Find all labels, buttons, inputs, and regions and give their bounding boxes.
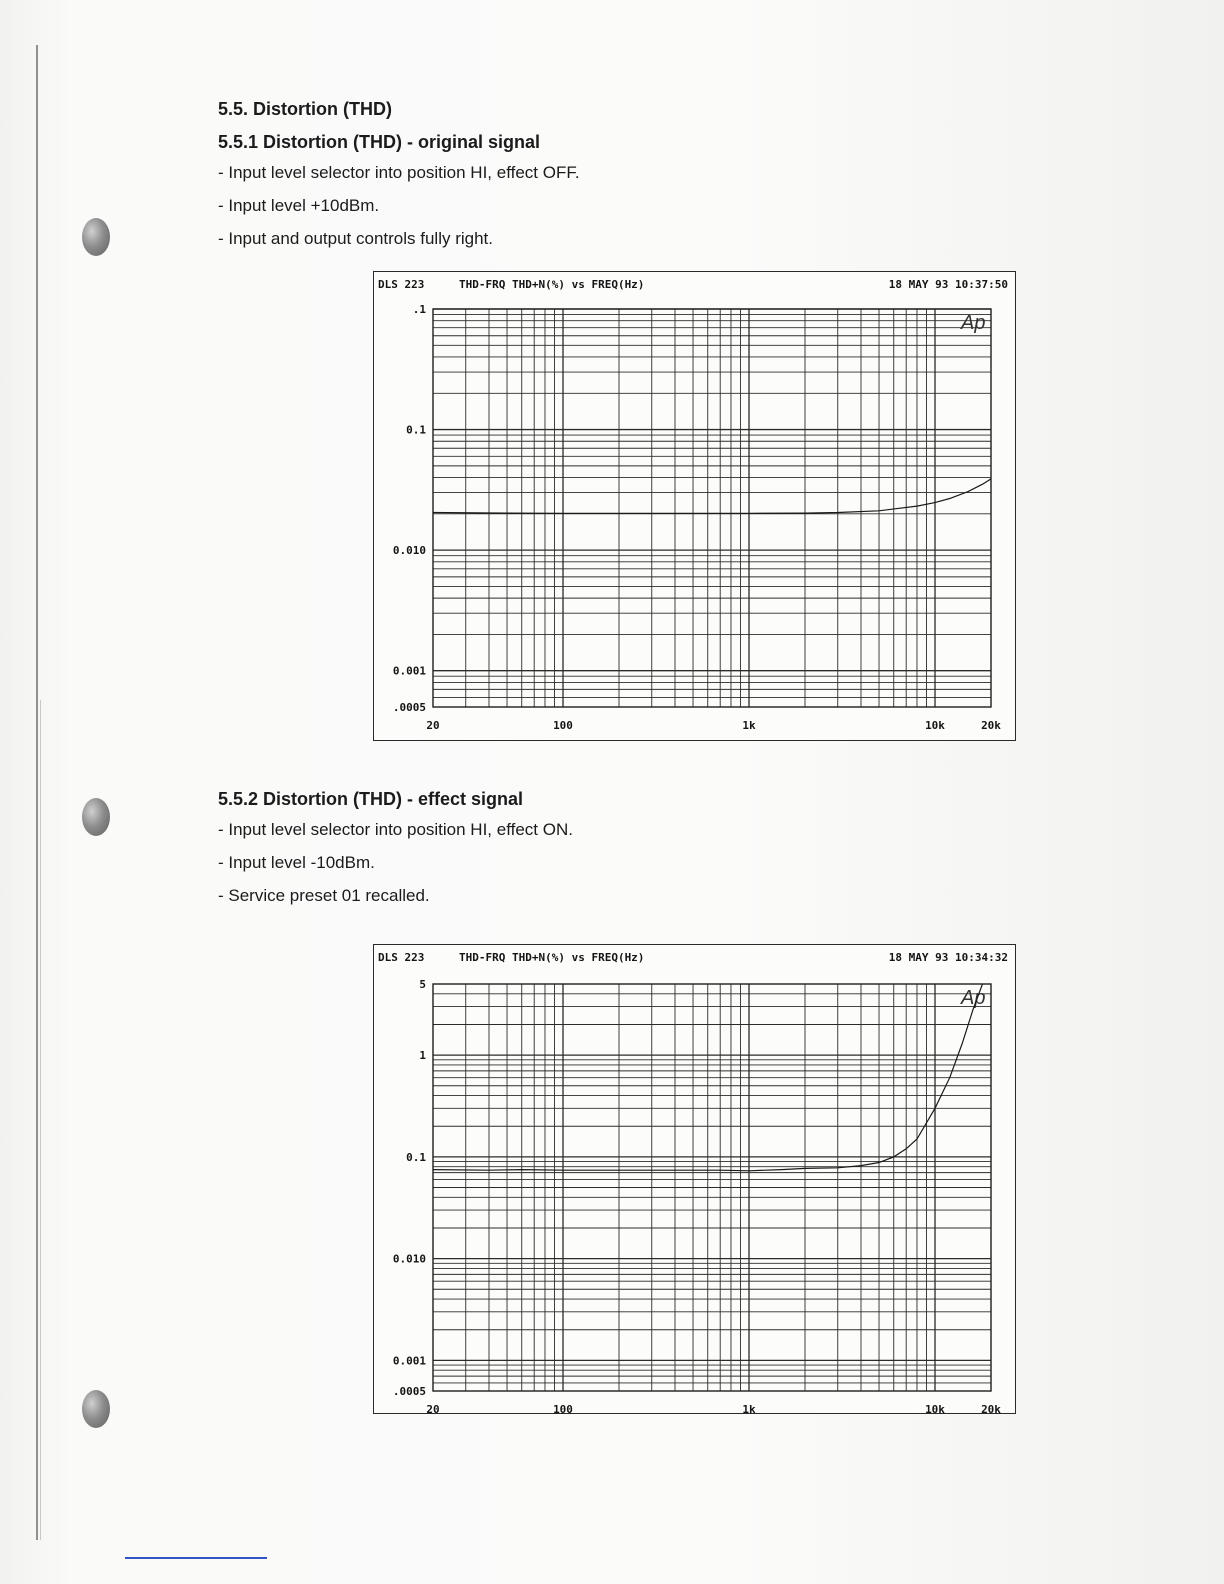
y-tick-label: .0005 (392, 1385, 426, 1398)
instruction-line: - Input level selector into position HI, effect OFF. (218, 163, 580, 182)
y-tick-label: 5 (419, 978, 426, 991)
punch-hole-top (82, 218, 110, 256)
thd-chart-original (373, 271, 1016, 741)
footer-rule (125, 1557, 267, 1559)
section-5-5-2-text (218, 787, 573, 912)
chart-header-device: DLS 223 (378, 278, 425, 291)
x-tick-label: 10k (925, 1403, 945, 1416)
x-tick-label: 20k (981, 1403, 1001, 1416)
chart-header-timestamp: 18 MAY 93 10:37:50 (888, 278, 1008, 291)
y-tick-label: .1 (412, 303, 426, 316)
y-tick-label: 0.001 (392, 1354, 426, 1368)
x-tick-label: 100 (553, 719, 573, 732)
x-tick-label: 20 (426, 1403, 440, 1416)
x-tick-label: 20k (981, 719, 1001, 732)
thd-series-line (433, 479, 991, 513)
ap-logo-mark: Ap (961, 312, 986, 334)
x-tick-label: 1k (742, 719, 756, 732)
thd-chart-effect-plot (374, 945, 1012, 1420)
x-tick-label: 10k (925, 719, 945, 732)
x-tick-label: 1k (742, 1403, 756, 1416)
y-tick-label: 0.010 (392, 1252, 426, 1266)
thd-chart-effect (373, 944, 1016, 1414)
y-tick-label: 0.001 (392, 664, 426, 678)
instruction-line: - Service preset 01 recalled. (218, 886, 430, 905)
y-tick-label: 0.1 (406, 1150, 426, 1164)
binding-edge-line (36, 45, 38, 1540)
punch-hole-middle (82, 798, 110, 836)
chart-header-timestamp: 18 MAY 93 10:34:32 (888, 951, 1008, 964)
instruction-line: - Input and output controls fully right. (218, 229, 493, 248)
subsection-heading: 5.5.1 Distortion (THD) - original signal (218, 132, 541, 152)
instruction-line: - Input level selector into position HI, effect ON. (218, 820, 573, 839)
punch-hole-bottom (82, 1390, 110, 1428)
chart-header-measurement: THD-FRQ THD+N(%) vs FREQ(Hz) (459, 278, 645, 291)
instruction-line: - Input level -10dBm. (218, 853, 375, 872)
thd-chart-original-plot (374, 272, 1012, 737)
binding-edge-line-secondary (40, 700, 41, 1540)
instruction-line: - Input level +10dBm. (218, 196, 380, 215)
y-tick-label: 1 (419, 1049, 426, 1063)
section-5-5-1-text (218, 97, 580, 255)
subsection-heading: 5.5.2 Distortion (THD) - effect signal (218, 789, 524, 809)
ap-logo-mark: Ap (961, 987, 986, 1009)
y-tick-label: 0.010 (392, 544, 426, 558)
chart-header-measurement: THD-FRQ THD+N(%) vs FREQ(Hz) (459, 951, 645, 964)
x-tick-label: 20 (426, 719, 440, 732)
plot-border (433, 309, 991, 707)
x-tick-label: 100 (553, 1403, 573, 1416)
y-tick-label: .0005 (392, 701, 426, 714)
y-tick-label: 0.1 (406, 423, 426, 437)
chart-header-device: DLS 223 (378, 951, 425, 964)
section-heading: 5.5. Distortion (THD) (218, 99, 392, 119)
